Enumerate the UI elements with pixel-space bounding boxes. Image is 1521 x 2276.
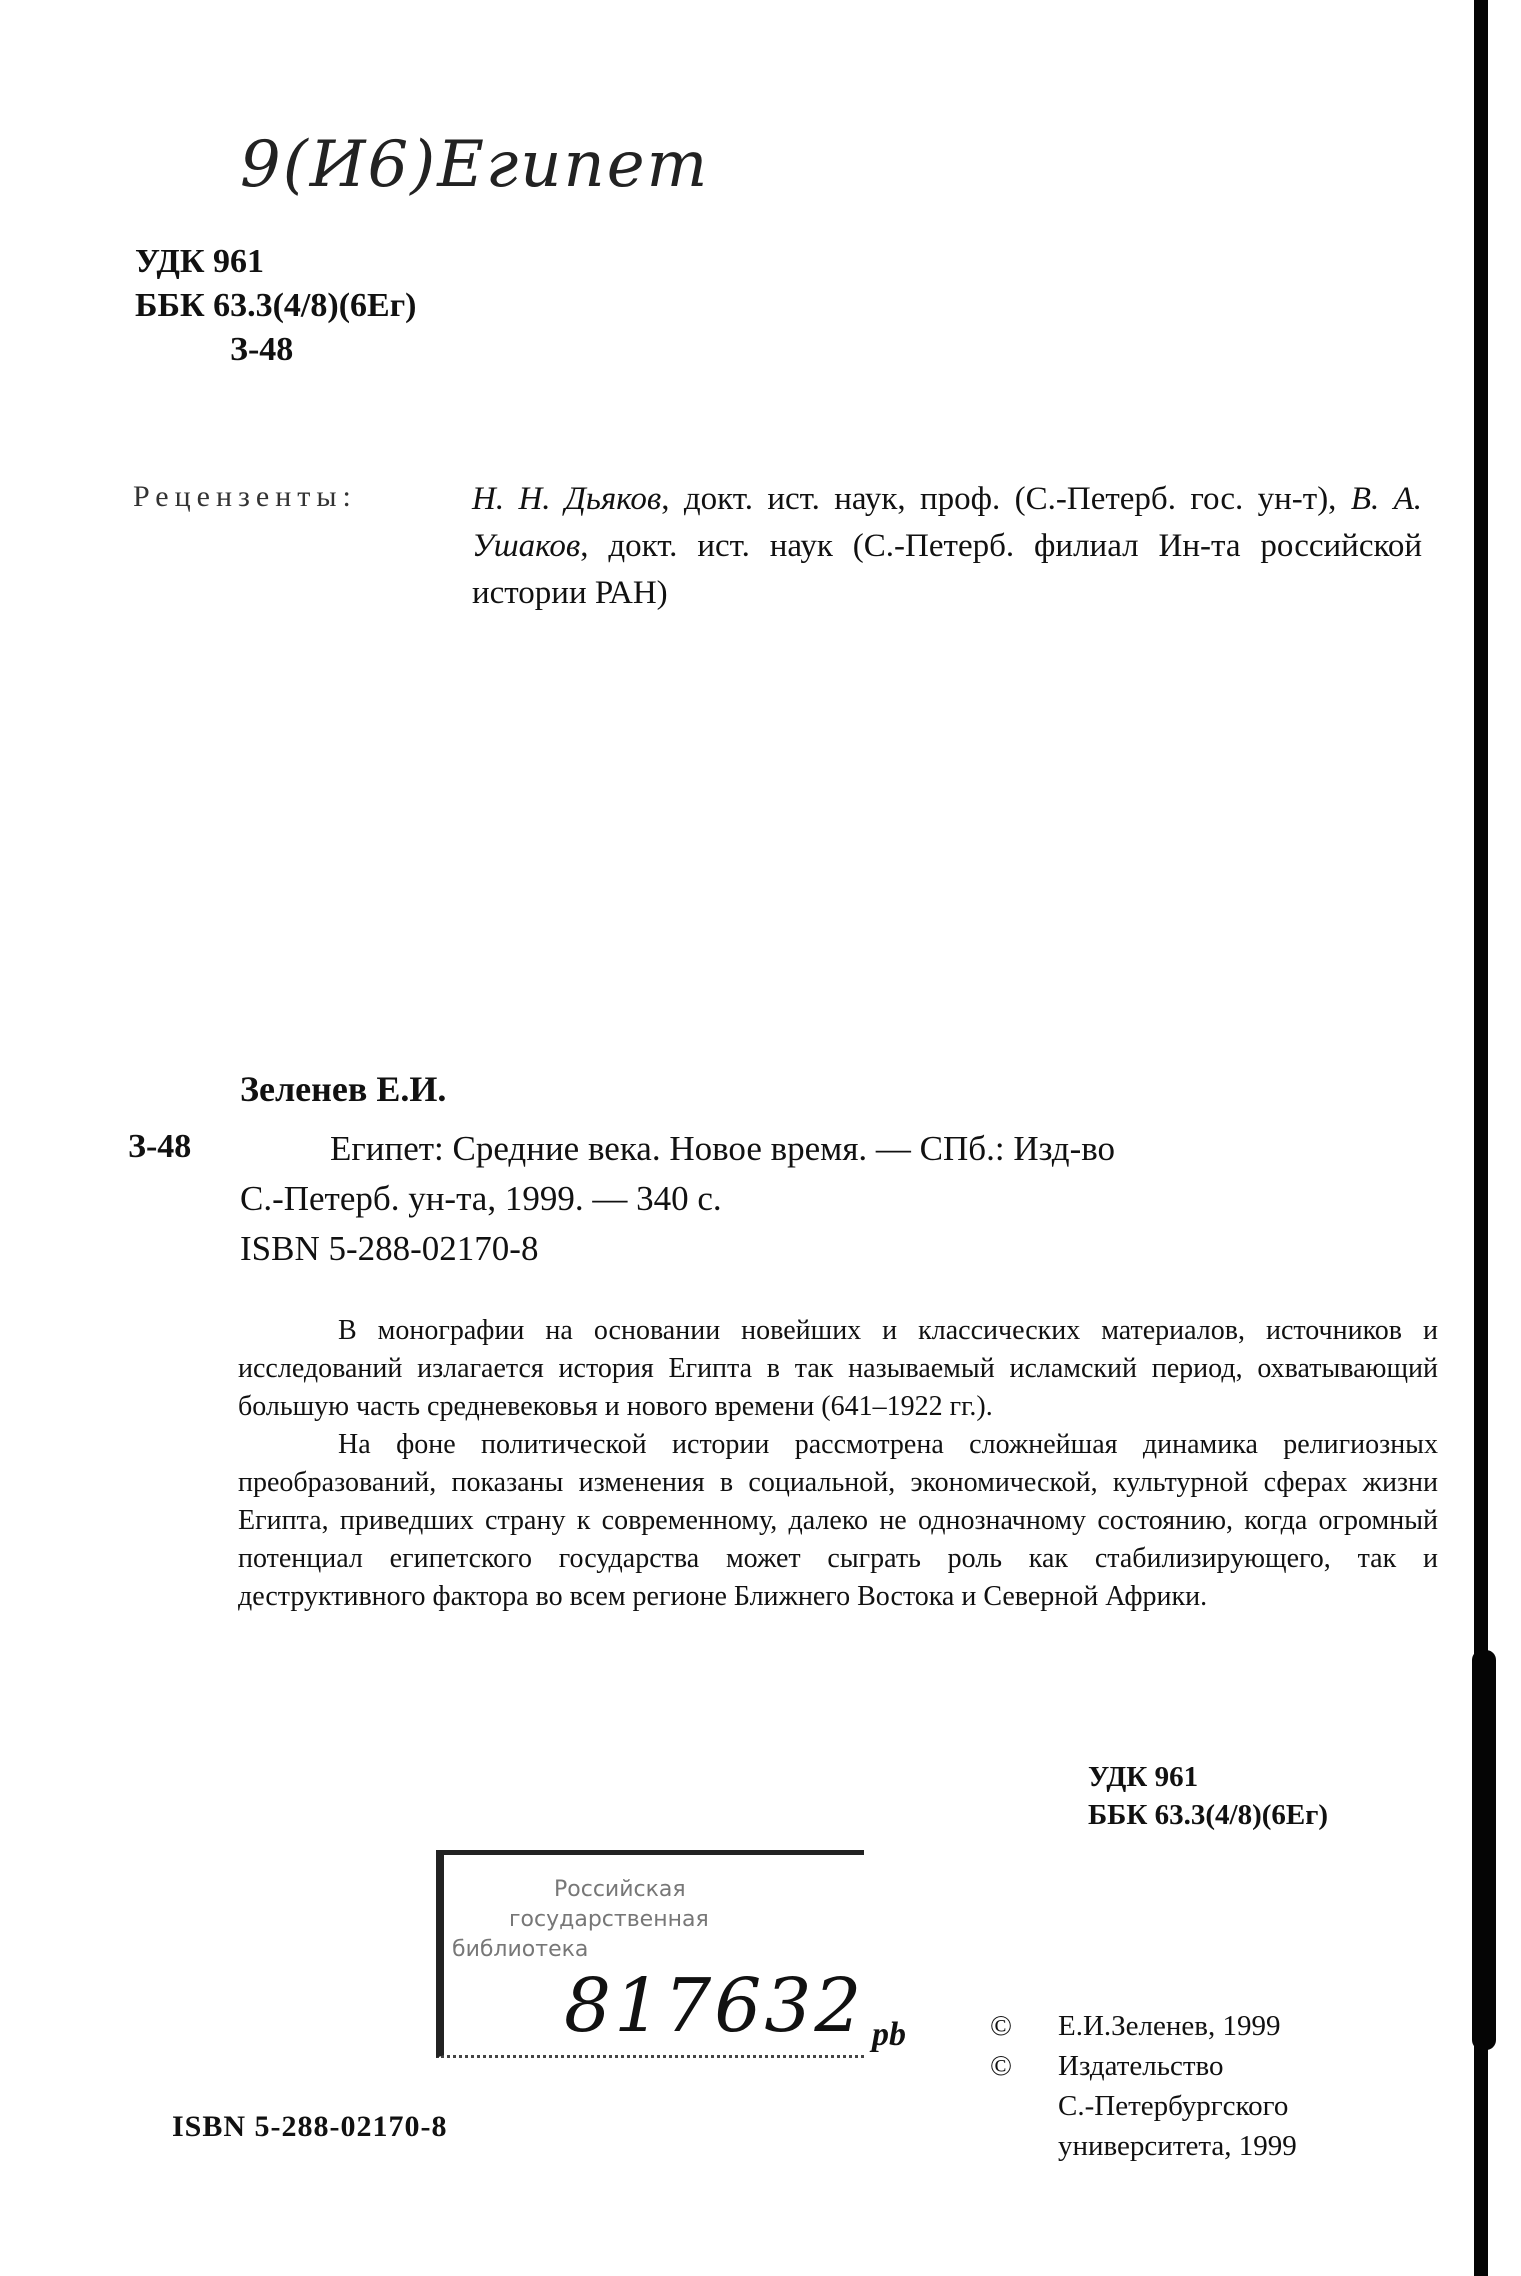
library-stamp	[436, 1850, 864, 2058]
footer-udk-code: УДК 961	[1088, 1761, 1199, 1793]
copyright-publisher-line-2: С.-Петербургского	[1058, 2090, 1289, 2122]
reviewers-text	[472, 476, 1422, 617]
book-author: Зеленев Е.И.	[240, 1069, 447, 1109]
reviewer2-info: , докт. ист. наук (С.-Петерб. филиал Ин-та российской истории РАН)	[472, 528, 1422, 611]
reviewer1-name: Н. Н. Дьяков	[472, 481, 662, 517]
biblio-author-mark: З-48	[128, 1128, 192, 1165]
copyright-publisher: Издательство	[1058, 2050, 1224, 2082]
copyright-row-2	[990, 2046, 1297, 2086]
copyright-symbol-icon: ©	[990, 2010, 1013, 2042]
author-mark: З-48	[230, 331, 294, 368]
header-classification-codes	[135, 240, 416, 372]
abstract	[238, 1312, 1438, 1616]
biblio-title-line: Египет: Средние века. Новое время. — СПб.: Изд-во	[330, 1129, 1116, 1168]
stamp-line-2: государственная	[509, 1907, 709, 1932]
copyright-symbol-icon: ©	[990, 2050, 1013, 2082]
footer-bbk-code: ББК 63.3(4/8)(6Ег)	[1088, 1799, 1329, 1831]
reviewer1-info: , докт. ист. наук, проф. (С.-Петерб. гос. ун-т),	[661, 481, 1351, 517]
page-edge-shadow-blot	[1472, 1650, 1496, 2050]
stamp-line-3: библиотека	[452, 1937, 589, 1962]
copyright-publisher-line-3: университета, 1999	[1058, 2130, 1297, 2162]
reviewer2-name: В. А. Ушаков	[472, 481, 1422, 564]
bbk-code: ББК 63.3(4/8)(6Ег)	[135, 287, 417, 324]
bibliographic-entry	[240, 1124, 1410, 1274]
abstract-paragraph-1: В монографии на основании новейших и классических материалов, источников и исследований излагается история Египта в так называемый исламский период, охватывающий большую часть средневековья и нового времени (641–1922 гг.).	[238, 1315, 1438, 1422]
udk-code: УДК 961	[135, 243, 265, 280]
biblio-isbn: ISBN 5-288-02170-8	[240, 1229, 539, 1268]
inventory-number: 817632	[564, 1963, 865, 2049]
copyright-author: Е.И.Зеленев, 1999	[1058, 2010, 1281, 2042]
handwritten-classification: 9(И6)Египет	[240, 128, 710, 202]
copyright-block	[990, 2006, 1297, 2166]
copyright-row-1	[990, 2006, 1297, 2046]
bottom-isbn: ISBN 5-288-02170-8	[172, 2110, 448, 2143]
biblio-publisher-line: С.-Петерб. ун-та, 1999. — 340 с.	[240, 1179, 722, 1218]
stamp-line-1: Российская	[554, 1877, 686, 1902]
footer-classification-codes	[1088, 1758, 1328, 1834]
inventory-suffix: pb	[872, 2016, 906, 2053]
reviewers-label: Рецензенты:	[133, 480, 357, 513]
abstract-paragraph-2: На фоне политической истории рассмотрена сложнейшая динамика религиозных преобразований, показаны изменения в социальной, экономической, культурной сферах жизни Египта, приведших страну к современному, далеко не однозначному состоянию, когда огромный потенциал египетского государства может сыграть роль как стабилизирующего, так и деструктивного фактора во всем регионе Ближнего Востока и Северной Африки.	[238, 1429, 1438, 1612]
